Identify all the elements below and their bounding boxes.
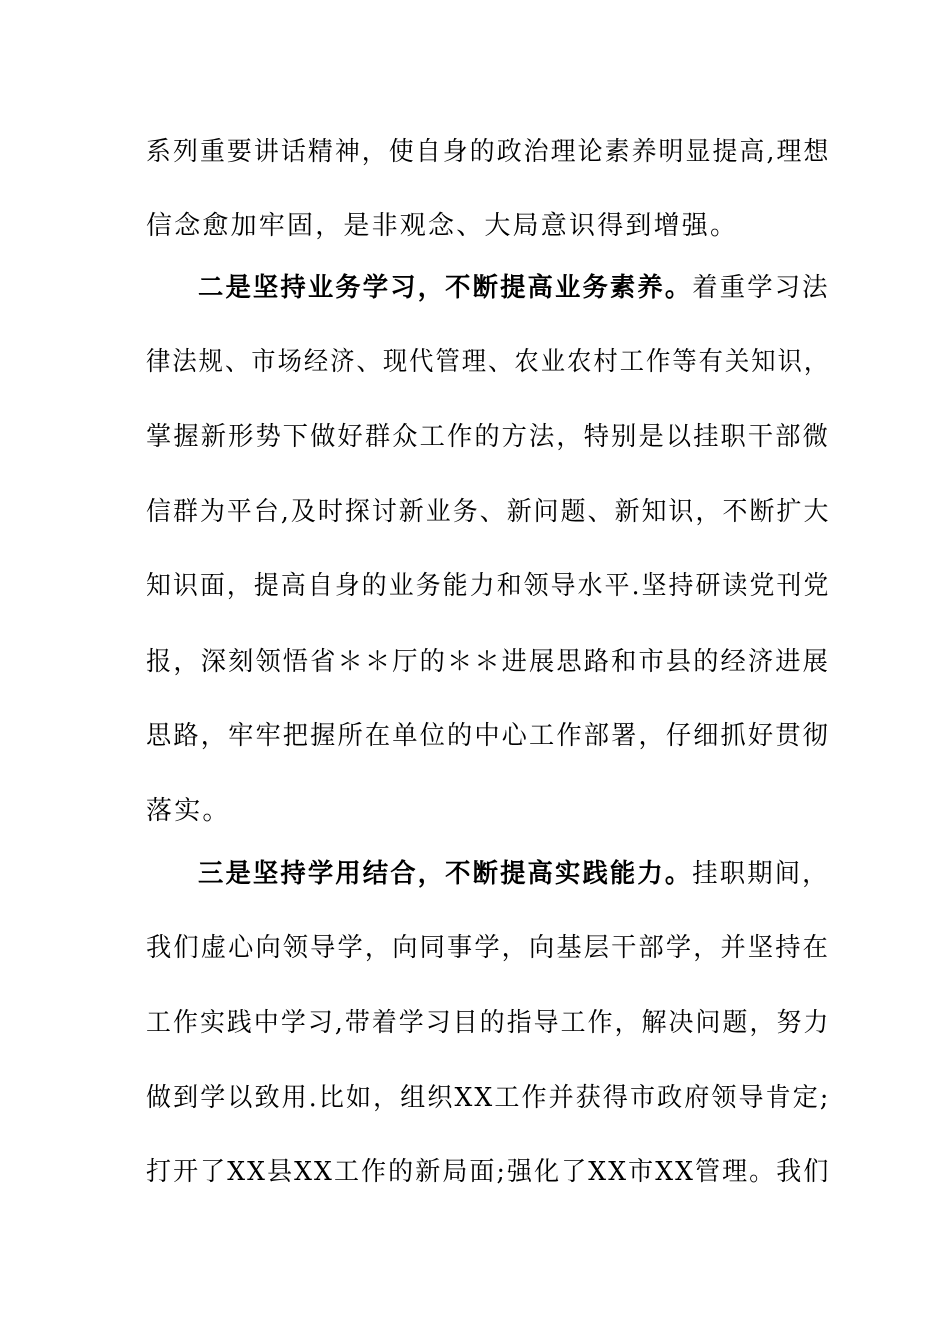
text-line: 掌握新形势下做好群众工作的方法，特别是以挂职干部微 bbox=[146, 422, 831, 452]
paragraph-heading: 二是坚持业务学习，不断提高业务素养。 bbox=[198, 273, 693, 303]
text-line: 打开了XX县XX工作的新局面;强化了XX市XX管理。我们 bbox=[146, 1157, 831, 1187]
paragraph-first-line bbox=[198, 272, 830, 304]
text-line: 做到学以致用.比如，组织XX工作并获得市政府领导肯定; bbox=[146, 1083, 831, 1113]
paragraph-first-line bbox=[198, 858, 830, 890]
text-line: 报，深刻领悟省＊＊厅的＊＊进展思路和市县的经济进展 bbox=[146, 647, 831, 677]
paragraph-heading: 三是坚持学用结合，不断提高实践能力。 bbox=[198, 859, 693, 889]
text-line: 律法规、市场经济、现代管理、农业农村工作等有关知识， bbox=[146, 347, 831, 377]
text-line: 落实。 bbox=[146, 796, 231, 826]
text-run: 着重学习法 bbox=[692, 273, 830, 303]
text-line: 信群为平台,及时探讨新业务、新问题、新知识，不断扩大 bbox=[146, 497, 831, 527]
text-run: 挂职期间， bbox=[692, 859, 830, 889]
text-line: 系列重要讲话精神，使自身的政治理论素养明显提高,理想 bbox=[146, 137, 831, 167]
text-line: 信念愈加牢固，是非观念、大局意识得到增强。 bbox=[146, 211, 739, 241]
text-line: 思路，牢牢把握所在单位的中心工作部署，仔细抓好贯彻 bbox=[146, 721, 831, 751]
text-line: 工作实践中学习,带着学习目的指导工作，解决问题，努力 bbox=[146, 1008, 831, 1038]
text-line: 我们虚心向领导学，向同事学，向基层干部学，并坚持在 bbox=[146, 933, 831, 963]
text-line: 知识面，提高自身的业务能力和领导水平.坚持研读党刊党 bbox=[146, 571, 831, 601]
